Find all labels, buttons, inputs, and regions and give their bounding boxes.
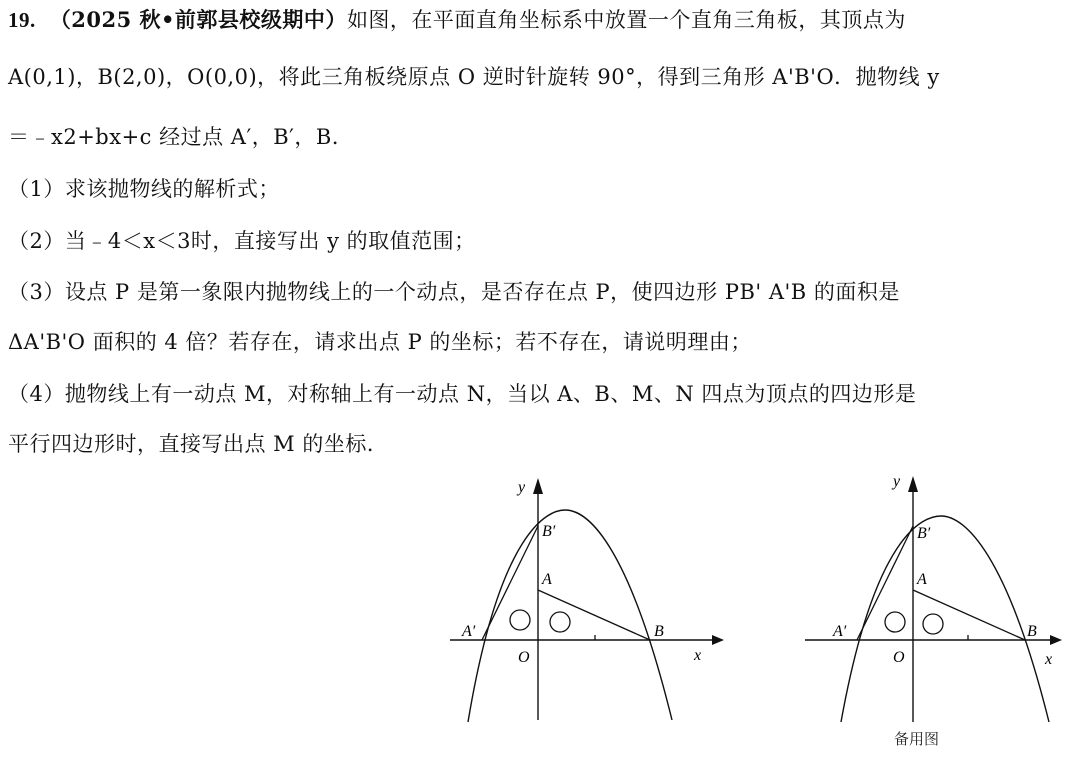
question-3-line-2: ΔA'B'O 面积的 4 倍？若存在，请求出点 P 的坐标；若不存在，请说明理由；	[8, 330, 752, 354]
problem-intro: 如图，在平面直角坐标系中放置一个直角三角板，其顶点为	[346, 8, 906, 32]
label-A: A	[542, 571, 552, 588]
question-1: （1）求该抛物线的解析式；	[8, 177, 280, 201]
label-y: y	[518, 479, 526, 496]
problem-line-2: A(0,1)，B(2,0)，O(0,0)，将此三角板绕原点 O 逆时针旋转 90°，得到三角形 A'B'O．抛物线 y	[8, 65, 940, 89]
problem-source: （2025 秋•前郭县校级期中）	[49, 7, 347, 32]
coordinate-figure-2	[795, 464, 1080, 726]
label-B-prime: B′	[542, 523, 556, 540]
circle-mark-2	[550, 612, 570, 632]
label-x: x	[1045, 651, 1053, 668]
x-axis-arrow-icon	[712, 635, 724, 645]
figure-main	[440, 470, 730, 730]
circle-mark-1	[510, 610, 530, 630]
problem-line-1	[8, 0, 906, 40]
segment-AB	[538, 590, 650, 640]
problem-line-3: ＝﹣x2+bx+c 经过点 A′，B′，B．	[8, 125, 354, 149]
question-2: （2）当﹣4＜x＜3时，直接写出 y 的取值范围；	[8, 229, 476, 253]
question-4-line-2: 平行四边形时，直接写出点 M 的坐标．	[8, 432, 389, 456]
circle-mark-2	[923, 614, 943, 634]
label-B: B	[654, 623, 664, 640]
label-O: O	[518, 649, 530, 666]
backup-figure-caption: 备用图	[894, 730, 940, 748]
label-B-prime: B′	[917, 525, 931, 542]
problem-number: 19.	[8, 8, 36, 32]
label-y: y	[893, 473, 901, 490]
label-A-prime: A′	[462, 623, 476, 640]
y-axis-arrow-icon	[533, 478, 543, 494]
parabola-curve	[468, 510, 672, 722]
label-O: O	[893, 649, 905, 666]
label-A-prime: A′	[833, 623, 847, 640]
question-3-line-1: （3）设点 P 是第一象限内抛物线上的一个动点，是否存在点 P，使四边形 PB' A'B 的面积是	[8, 280, 900, 304]
coordinate-figure-1	[440, 470, 730, 730]
parabola-curve	[841, 516, 1049, 722]
label-A: A	[917, 571, 927, 588]
question-4-line-1: （4）抛物线上有一动点 M，对称轴上有一动点 N，当以 A、B、M、N 四点为顶点的四边形是	[8, 382, 917, 406]
circle-mark-1	[885, 612, 905, 632]
y-axis-arrow-icon	[908, 476, 918, 492]
figure-backup	[795, 464, 1080, 726]
x-axis-arrow-icon	[1050, 635, 1062, 645]
label-x: x	[694, 647, 702, 664]
label-B: B	[1027, 623, 1037, 640]
